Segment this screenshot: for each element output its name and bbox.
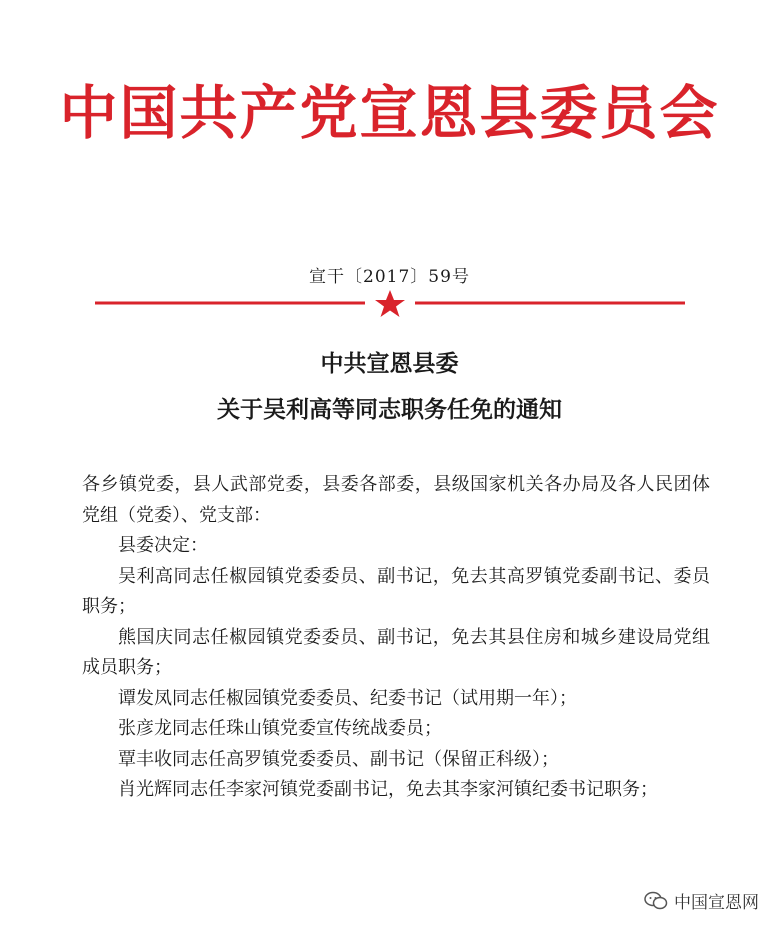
- watermark-text: 中国宣恩网: [674, 893, 759, 913]
- paragraph: 肖光辉同志任李家河镇党委副书记，免去其李家河镇纪委书记职务；: [118, 779, 658, 800]
- paragraph: 吴利高同志任椒园镇党委委员、副书记，免去其高罗镇党委副书记、委员职务；: [82, 565, 710, 617]
- document-number: 宣干〔2017〕59号: [309, 267, 470, 287]
- paragraph: 谭发凤同志任椒园镇党委委员、纪委书记（试用期一年）；: [118, 687, 577, 709]
- recipients: 各乡镇党委，县人武部党委，县委各部委，县级国家机关各办局及各人民团体党组（党委）、党支部：: [82, 474, 710, 526]
- notice-title-line1: 中共宣恩县委: [320, 350, 459, 377]
- paragraph: 熊国庆同志任椒园镇党委委员、副书记，免去其县住房和城乡建设局党组成员职务；: [82, 626, 710, 678]
- paragraph: 县委决定：: [118, 535, 208, 556]
- masthead-title: 中国共产党宣恩县委员会: [59, 79, 720, 147]
- notice-title-line2: 关于吴利高等同志职务任免的通知: [217, 396, 562, 423]
- wechat-icon: [644, 891, 668, 911]
- paragraph: 张彦龙同志任珠山镇党委宣传统战委员；: [118, 718, 442, 739]
- watermark: [644, 888, 759, 913]
- paragraph: 覃丰收同志任高罗镇党委委员、副书记（保留正科级）；: [118, 748, 559, 770]
- red-star-icon: [375, 290, 405, 317]
- red-divider-with-star: [95, 290, 685, 320]
- notice-body: [82, 470, 710, 806]
